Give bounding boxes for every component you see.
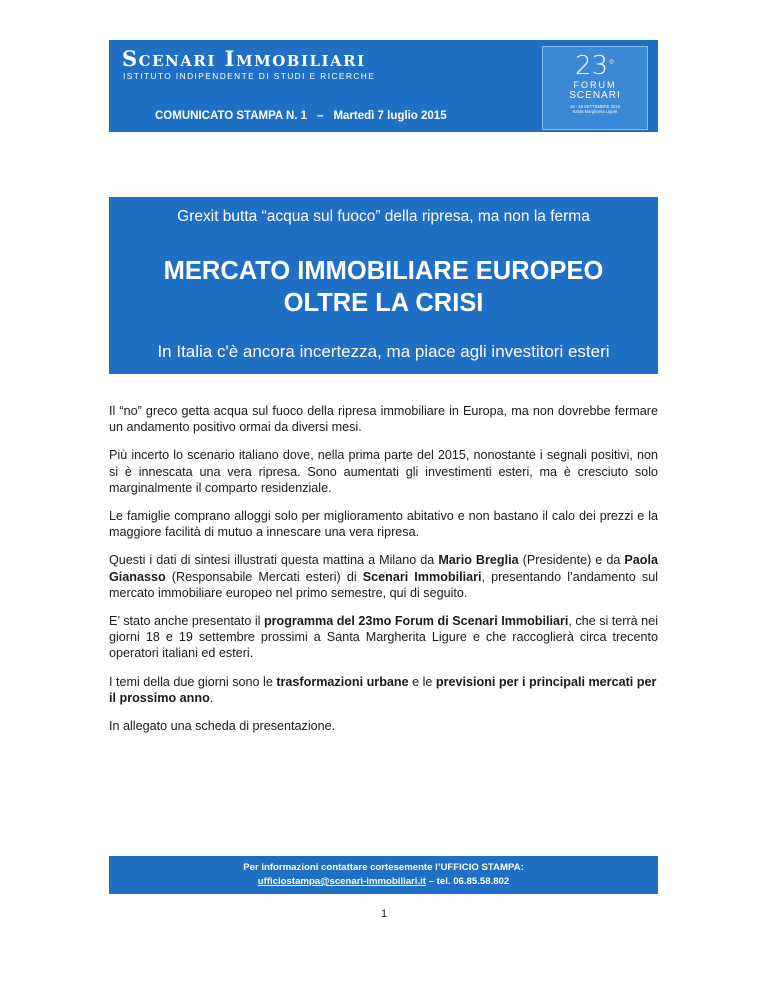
topic-forecasts: previsioni per i principali mercati per il prossimo anno <box>109 674 657 705</box>
topic-urban: trasformazioni urbane <box>276 674 409 689</box>
page-number: 1 <box>380 908 388 920</box>
separator: – <box>317 110 324 122</box>
forum-program: programma del 23mo Forum di Scenari Immobiliari <box>263 614 569 629</box>
name-paola-gianasso: Paola Gianasso <box>109 553 659 584</box>
forum-badge <box>542 46 648 130</box>
paragraph-7: In allegato una scheda di presentazione. <box>109 719 336 734</box>
phone: – tel. 06.85.58.802 <box>426 876 510 887</box>
paragraph-4: Questi i dati di sintesi illustrati questa mattina a Milano da Mario Breglia (Presidente) e da Paola Gianasso (Responsabile Mercati esteri) di Scenari Immobiliari, presentando l’andamento sul mercato immobiliare europeo nel primo semestre, qui di seguito. <box>109 553 659 600</box>
paragraph-1: Il “no” greco getta acqua sul fuoco della ripresa immobiliare in Europa, ma non dovrebbe fermare un andamento positivo ormai da diversi mesi. <box>109 404 658 435</box>
title-bottom-line: In Italia c'è ancora incertezza, ma piace agli investitori esteri <box>157 342 610 361</box>
paragraph-5: E’ stato anche presentato il programma del 23mo Forum di Scenari Immobiliari, che si terrà nei giorni 18 e 19 settembre prossimi a Santa Margherita Ligure e che raccoglierà circa trecento operatori italiani ed esteri. <box>109 614 658 661</box>
press-release-date: Martedì 7 luglio 2015 <box>333 110 447 122</box>
title-box <box>109 197 658 374</box>
name-mario-breglia: Mario Breglia <box>438 553 519 568</box>
email-link[interactable]: ufficiostampa@scenari-immobiliari.it <box>257 876 426 887</box>
paragraph-6: I temi della due giorni sono le trasformazioni urbane e le previsioni per i principali mercati per il prossimo anno. <box>109 674 657 705</box>
logo-subtitle: ISTITUTO INDIPENDENTE DI STUDI E RICERCHE <box>123 71 376 81</box>
logo-title: Scenari Immobiliari <box>122 46 366 71</box>
paragraph-2: Più incerto lo scenario italiano dove, nella prima parte del 2015, nonostante i segnali positivi, non si è innescata una vera ripresa. Sono aumentati gli investimenti esteri, ma è cresciuto solo marginalmente il comparto residenziale. <box>109 448 658 495</box>
footer-line-2 <box>109 876 658 888</box>
footer-line-1: Per informazioni contattare cortesemente l’UFFICIO STAMPA: <box>243 862 524 873</box>
forum-dates: 18 - 19 SETTEMBRE 2015 <box>569 104 621 109</box>
headline-line-2: OLTRE LA CRISI <box>283 289 484 317</box>
body-text <box>109 403 658 746</box>
press-release-line <box>155 109 447 123</box>
forum-scenari-word: SCENARI <box>569 90 621 101</box>
org-name: Scenari Immobiliari <box>362 569 482 584</box>
forum-word: FORUM <box>573 80 617 90</box>
footer-contact-box <box>109 856 658 894</box>
press-release-label: COMUNICATO STAMPA N. 1 <box>155 110 308 122</box>
headline-line-1: MERCATO IMMOBILIARE EUROPEO <box>163 257 604 285</box>
forum-location: Santa Margherita Ligure <box>572 109 618 115</box>
title-subtitle: Grexit butta “acqua sul fuoco” della ripresa, ma non la ferma <box>177 208 590 225</box>
forum-number: 23° <box>574 51 616 81</box>
paragraph-3: Le famiglie comprano alloggi solo per miglioramento abitativo e non bastano il calo dei prezzi e la maggiore facilità di mutuo a innescare una vera ripresa. <box>109 509 658 540</box>
headline <box>109 255 658 319</box>
